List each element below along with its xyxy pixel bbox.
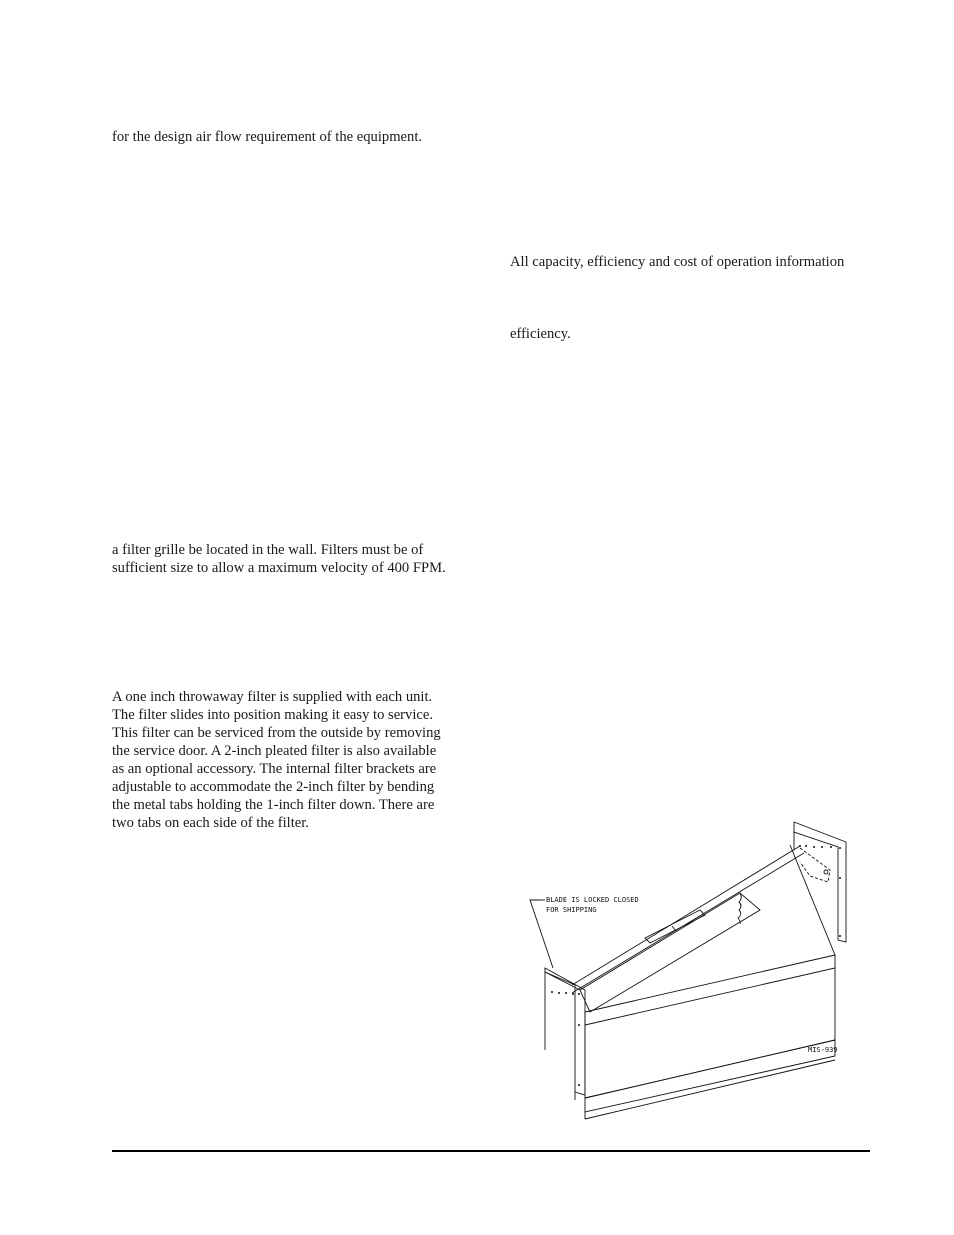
rivets bbox=[551, 845, 841, 1086]
callout-label-line-1: BLADE IS LOCKED CLOSED bbox=[546, 896, 639, 904]
right-paragraph-line-1: All capacity, efficiency and cost of operation information bbox=[510, 254, 845, 270]
front-panel bbox=[585, 955, 835, 1025]
callout-leader bbox=[530, 900, 553, 968]
text-line: a filter grille be located in the wall. Filters must be of bbox=[112, 542, 424, 558]
blade-slot bbox=[645, 910, 705, 943]
callout-label-line-2: FOR SHIPPING bbox=[546, 906, 597, 914]
left-end-bracket bbox=[545, 968, 585, 1095]
text-line: the service door. A 2-inch pleated filter is also available bbox=[112, 743, 437, 759]
figure-id: MIS-939 bbox=[808, 1046, 838, 1054]
text-line: sufficient size to allow a maximum velocity of 400 FPM. bbox=[112, 560, 446, 576]
text-line: A one inch throwaway filter is supplied with each unit. bbox=[112, 689, 433, 705]
footer-rule bbox=[112, 1150, 870, 1152]
bottom-flange bbox=[585, 1040, 835, 1112]
text-line: the metal tabs holding the 1-inch filter down. There are bbox=[112, 797, 435, 813]
text-line: as an optional accessory. The internal filter brackets are bbox=[112, 761, 437, 777]
damper-assembly-drawing bbox=[520, 815, 850, 1125]
right-end-bracket bbox=[794, 822, 846, 942]
right-paragraph-line-2: efficiency. bbox=[510, 326, 571, 342]
left-paragraph-2 bbox=[112, 541, 446, 577]
text-line: two tabs on each side of the filter. bbox=[112, 815, 309, 831]
text-line: The filter slides into position making it easy to service. bbox=[112, 707, 433, 723]
left-paragraph-1-tail: for the design air flow requirement of the equipment. bbox=[112, 129, 423, 145]
filter-paragraph bbox=[112, 688, 441, 832]
text-line: adjustable to accommodate the 2-inch filter by bending bbox=[112, 779, 435, 795]
damper-blade bbox=[580, 893, 760, 1012]
text-line: This filter can be serviced from the outside by removing bbox=[112, 725, 441, 741]
